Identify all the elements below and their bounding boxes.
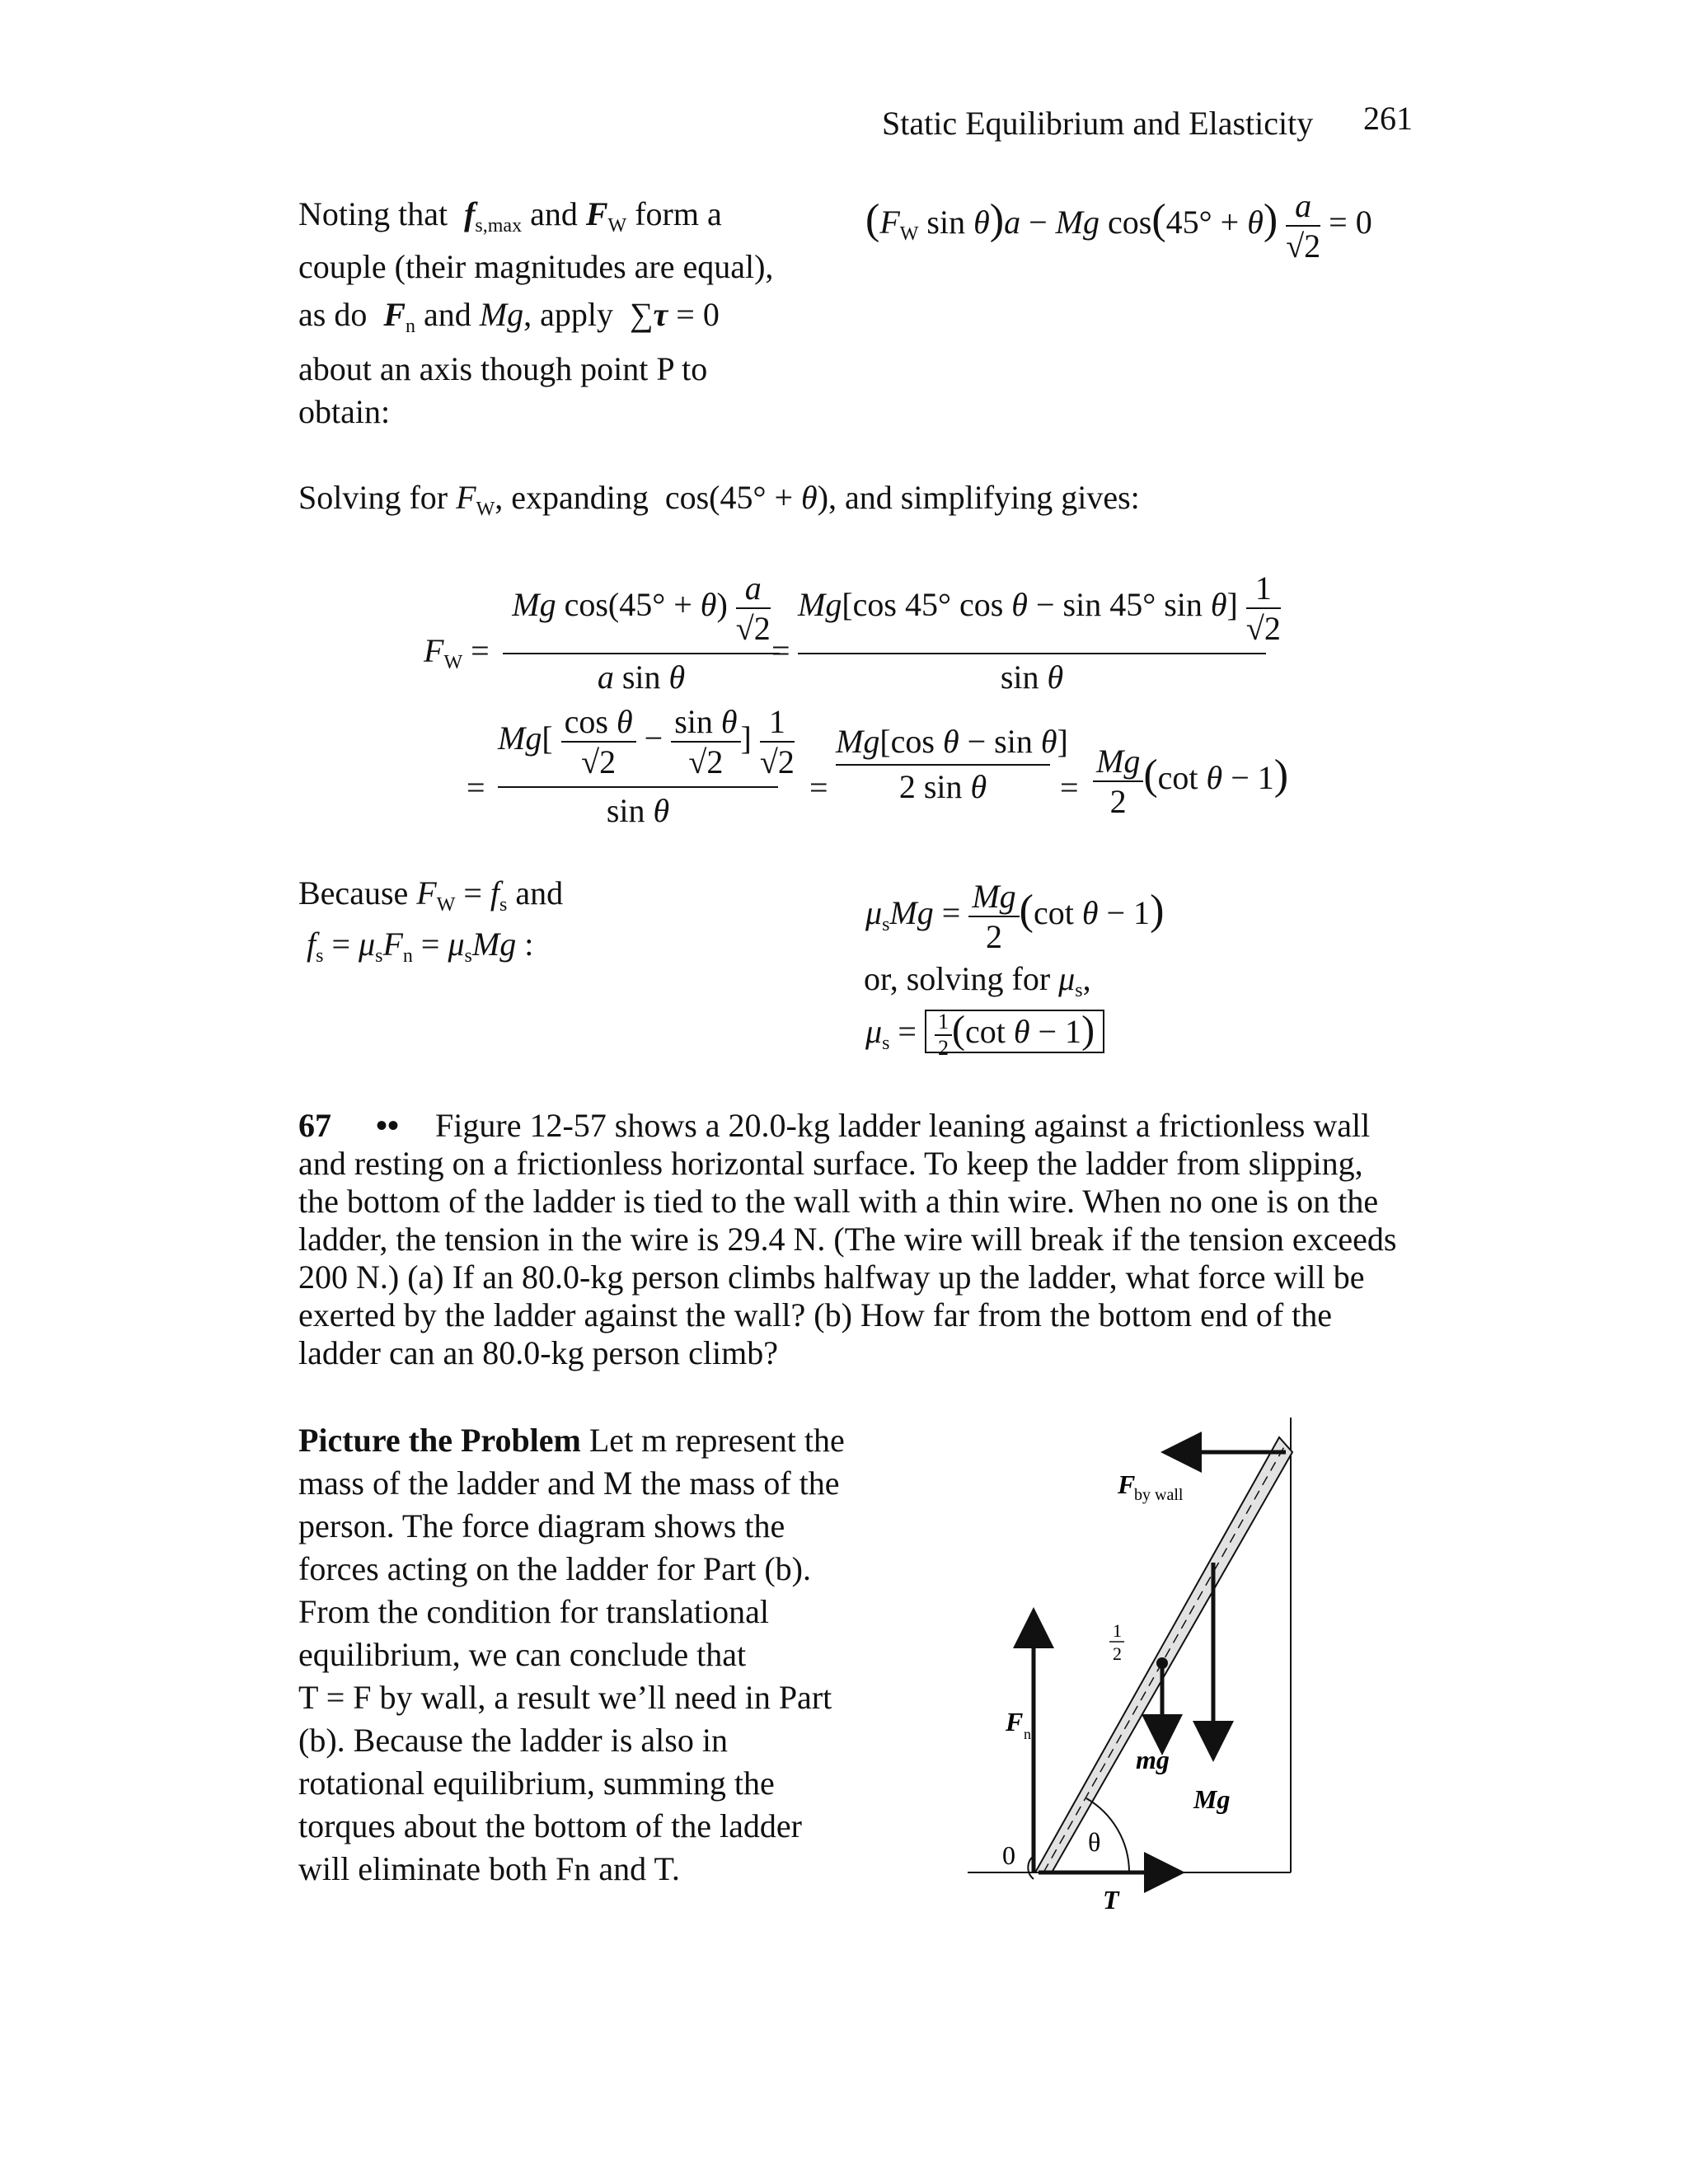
half-den: 2 [1113,1643,1122,1664]
picture-line-1: Picture the Problem Let m represent the [298,1422,845,1459]
picture-line-9: rotational equilibrium, summing the [298,1765,775,1802]
problem-67-line-6: exerted by the ladder against the wall? (b) How far from the bottom end of the [298,1296,1333,1333]
fn-label: F [1006,1707,1024,1736]
f-by-wall-label: F [1118,1469,1136,1499]
intro-line-5: obtain: [298,393,391,430]
fw-label: $F_W$ = [424,632,490,673]
problem-67-line-3: the bottom of the ladder is tied to the wall with a thin wire. When no one is on the [298,1183,1379,1220]
mu-equation: $\mu_sMg$ = $\frac{Mg}{2}$ (cot θ − 1) [865,878,1165,955]
Mg-label: Mg [1193,1784,1231,1814]
mg-label: mg [1136,1745,1170,1774]
problem-number: 67 [298,1107,331,1144]
picture-line-7: T = F by wall, a result we’ll need in Part [298,1679,832,1716]
fw-symbol: $F_W$ [585,195,627,237]
equals-4: = [1060,769,1079,806]
torque-sum-equation: ∑τ = 0 [621,296,720,333]
equals-1: = [771,632,790,669]
picture-line-2: mass of the ladder and M the mass of the [298,1465,840,1502]
picture-line-10: torques about the bottom of the ladder [298,1807,802,1844]
problem-67-line-1: 67 •• Figure 12-57 shows a 20.0-kg ladder leaning against a frictionless wall [298,1107,1371,1144]
equals-3: = [809,769,828,806]
fw-frac-3: Mg[ $\frac{\text{cos θ}}{√2}$ − $\frac{\text{sin θ}}{√2}$ ] $\frac{1}{√2}$ sin θ [498,703,795,829]
torque-equation: ($F_W$ sin θ)a − Mg cos(45° + θ) $\frac{a}{√2}$ = 0 [865,187,1372,265]
difficulty-dots: •• [376,1107,400,1144]
intro-line-2: couple (their magnitudes are equal), [298,248,774,285]
ladder-force-diagram [964,1401,1319,1929]
f-smax-symbol: $f_{s,max}$ [456,195,523,237]
problem-67-line-7: ladder can an 80.0-kg person climb? [298,1334,779,1371]
fw-frac-2: Mg[cos 45° cos θ − sin 45° sin θ] $\frac{1}{√2}$ sin θ [798,569,1281,696]
fw-frac-1: Mg cos(45° + θ) $\frac{a}{√2}$ a sin θ [503,569,780,696]
fn-sub: n [1024,1726,1031,1742]
f-by-wall-sub: by wall [1134,1486,1184,1504]
fn-symbol: $F_n$ [375,296,416,337]
zero-label: 0 [1002,1840,1015,1870]
fw-result: $\frac{Mg}{2}$ (cot θ − 1) [1093,742,1288,821]
intro-line-4: about an axis though point P to [298,350,708,387]
because-line-2: $f_s = \mu_sF_n = \mu_sMg$ : [307,926,534,967]
problem-67-line-4: ladder, the tension in the wire is 29.4 N. (The wire will break if the tension exceeds [298,1221,1397,1258]
picture-heading: Picture the Problem [298,1422,581,1459]
intro-line-3: as do $F_n$ and Mg, apply ∑τ = 0 [298,296,720,337]
running-title: Static Equilibrium and Elasticity [882,105,1314,142]
mu-result: $\mu_s$ = $\frac{1}{2}$ (cot θ − 1) [865,1007,1104,1061]
t-label: T [1103,1885,1119,1915]
half-num: 1 [1113,1620,1122,1641]
picture-line-8: (b). Because the ladder is also in [298,1722,728,1759]
problem-67-line-2: and resting on a frictionless horizontal surface. To keep the ladder from slipping, [298,1145,1363,1182]
equals-2: = [467,769,485,806]
picture-line-6: equilibrium, we can conclude that [298,1636,747,1673]
picture-line-11: will eliminate both Fn and T. [298,1850,680,1887]
problem-67-line-5: 200 N.) (a) If an 80.0-kg person climbs halfway up the ladder, what force will be [298,1258,1365,1296]
picture-line-5: From the condition for translational [298,1593,769,1630]
solving-line: Solving for $F_W$, expanding cos(45° + θ), and simplifying gives: [298,479,1140,520]
page-number: 261 [1363,100,1413,137]
because-line-1: Because $F_W = f_s$ and [298,874,564,916]
picture-line-4: forces acting on the ladder for Part (b). [298,1550,811,1587]
fw-frac-4: Mg[cos θ − sin θ] 2 sin θ [836,723,1068,805]
picture-line-3: person. The force diagram shows the [298,1507,785,1544]
or-solving-line: or, solving for $\mu_s$, [864,960,1091,1001]
intro-line-1: Noting that $f_{s,max}$ and $F_W$ form a [298,195,722,237]
Mg-symbol: Mg [479,296,524,333]
theta-label: θ [1088,1827,1101,1857]
